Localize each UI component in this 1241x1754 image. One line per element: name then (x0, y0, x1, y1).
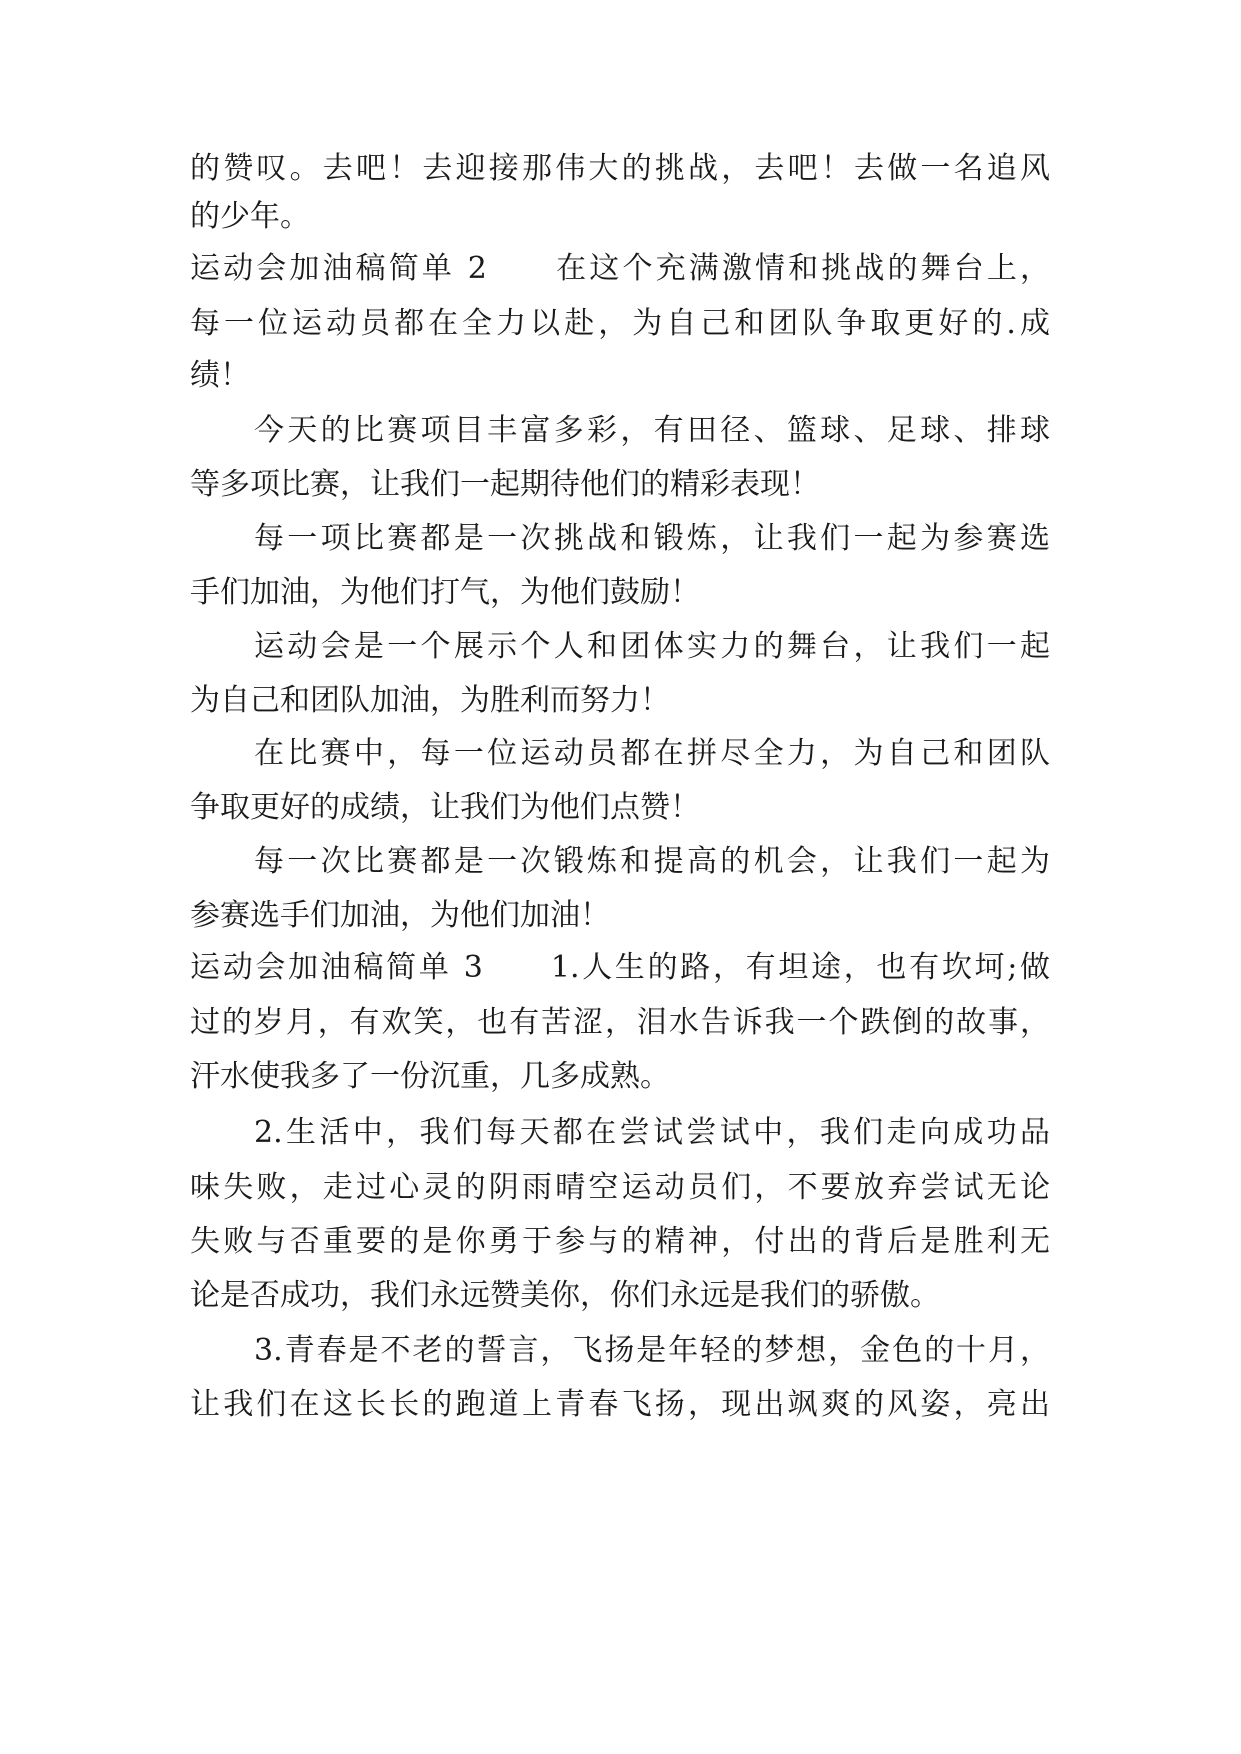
section-heading-line: 运动会加油稿简单 3 1.人生的路，有坦途，也有坎坷;做 (190, 950, 1050, 985)
paragraph-first-line: 今天的比赛项目丰富多彩，有田径、篮球、足球、排球 (254, 413, 1050, 448)
paragraph-first-line: 在比赛中，每一位运动员都在拼尽全力，为自己和团队 (254, 736, 1050, 771)
text-line: 让我们在这长长的跑道上青春飞扬，现出飒爽的风姿，亮出 (190, 1387, 1050, 1422)
text-line: 的赞叹。去吧！去迎接那伟大的挑战，去吧！去做一名追风 (190, 151, 1050, 186)
text-line: 手们加油，为他们打气，为他们鼓励！ (190, 575, 700, 610)
text-line: 的少年。 (190, 199, 310, 234)
text-line: 争取更好的成绩，让我们为他们点赞！ (190, 790, 700, 825)
text-line: 每一位运动员都在全力以赴，为自己和团队争取更好的.成 (190, 306, 1050, 341)
paragraph-first-line: 每一项比赛都是一次挑战和锻炼，让我们一起为参赛选 (254, 521, 1050, 556)
text-line: 失败与否重要的是你勇于参与的精神，付出的背后是胜利无 (190, 1224, 1050, 1259)
text-line: 过的岁月，有欢笑，也有苦涩，泪水告诉我一个跌倒的故事， (190, 1005, 1050, 1040)
text-line: 参赛选手们加油，为他们加油！ (190, 898, 610, 933)
paragraph-first-line: 运动会是一个展示个人和团体实力的舞台，让我们一起 (254, 629, 1050, 664)
text-line: 味失败，走过心灵的阴雨晴空运动员们，不要放弃尝试无论 (190, 1170, 1050, 1205)
paragraph-first-line: 每一次比赛都是一次锻炼和提高的机会，让我们一起为 (254, 844, 1050, 879)
paragraph-first-line: 3.青春是不老的誓言，飞扬是年轻的梦想，金色的十月， (254, 1333, 1050, 1368)
text-line: 论是否成功，我们永远赞美你，你们永远是我们的骄傲。 (190, 1278, 940, 1313)
text-line: 汗水使我多了一份沉重，几多成熟。 (190, 1059, 670, 1094)
text-line: 等多项比赛，让我们一起期待他们的精彩表现！ (190, 467, 820, 502)
text-line: 为自己和团队加油，为胜利而努力！ (190, 683, 670, 718)
section-heading-line: 运动会加油稿简单 2 在这个充满激情和挑战的舞台上， (190, 251, 1050, 286)
paragraph-first-line: 2.生活中，我们每天都在尝试尝试中，我们走向成功品 (254, 1115, 1050, 1150)
text-line: 绩！ (190, 358, 250, 393)
